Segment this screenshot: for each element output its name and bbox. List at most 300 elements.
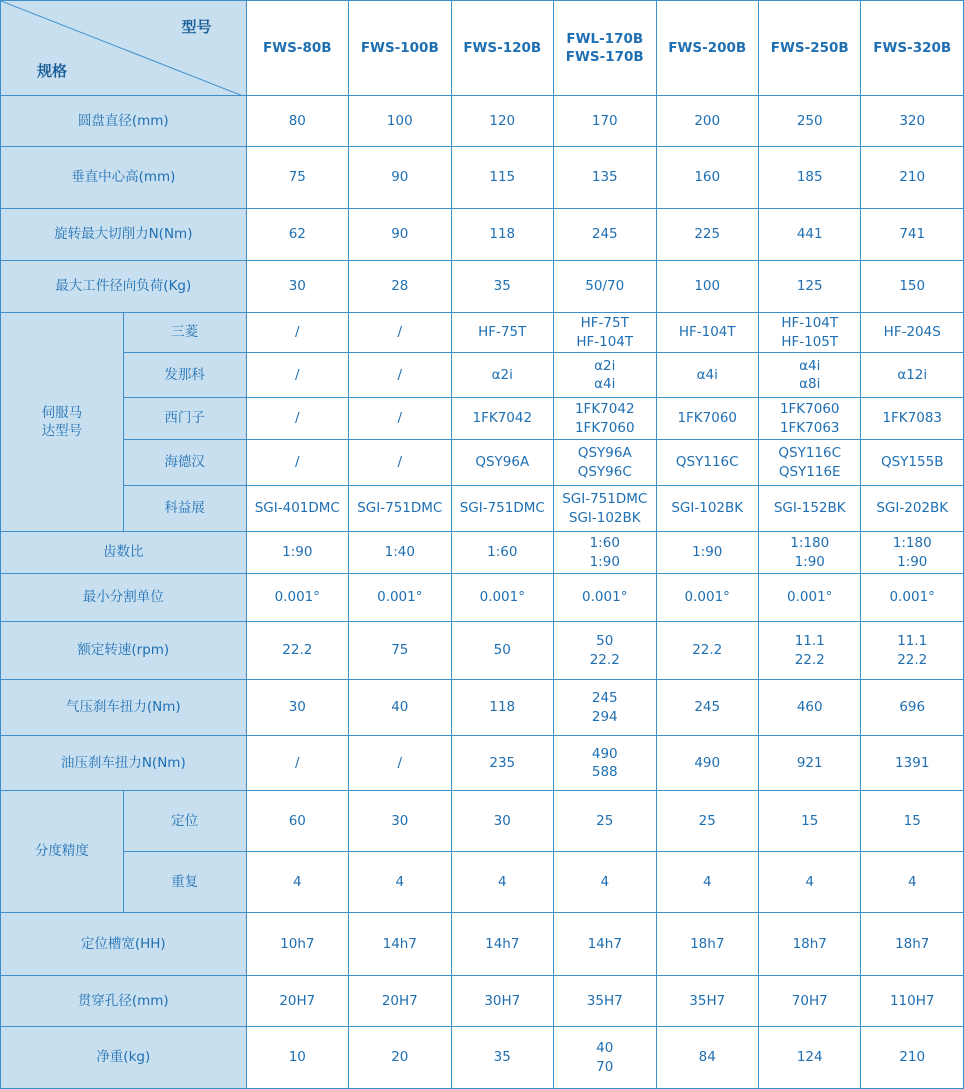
model-name: FWS-100B (360, 39, 439, 56)
value-cell (451, 96, 553, 147)
value-text: 1:180 (790, 535, 830, 552)
value-text: 120 (489, 112, 516, 129)
servo-row (1, 440, 964, 486)
value-cell (554, 574, 656, 622)
value-cell (246, 852, 348, 913)
value-cell (246, 486, 348, 532)
value-text: 4 (805, 873, 815, 890)
value-text: 20H7 (279, 992, 316, 1009)
value-text: 200 (694, 112, 721, 129)
value-text: α2i (491, 366, 513, 383)
spec-row (1, 261, 964, 313)
value-text: 14h7 (485, 935, 520, 952)
value-text: 0.001° (787, 589, 833, 606)
value-text: SGI-152BK (773, 500, 846, 517)
value-text: α2i (594, 357, 616, 374)
value-text: 1FK7042 (574, 401, 635, 418)
corner-cell (1, 1, 247, 96)
servo-brand-label: 科益展 (123, 486, 246, 532)
value-cell (554, 532, 656, 574)
value-text: SGI-751DMC (357, 500, 443, 517)
value-cell (758, 353, 860, 398)
value-cell (758, 398, 860, 440)
model-name: FWL-170B (566, 30, 644, 47)
value-text: 90 (391, 226, 409, 243)
value-cell (861, 680, 964, 736)
value-text: 1FK7063 (779, 419, 840, 436)
row-label: 旋转最大切削力N(Nm) (1, 209, 247, 261)
spec-row (1, 976, 964, 1027)
value-text: 588 (591, 764, 618, 780)
value-cell (246, 209, 348, 261)
value-cell (451, 1027, 553, 1089)
value-cell (758, 147, 860, 209)
value-cell (349, 791, 451, 852)
value-cell (758, 486, 860, 532)
value-text: 30 (288, 278, 306, 295)
value-cell (554, 976, 656, 1027)
value-cell (451, 680, 553, 736)
row-label: 气压刹车扭力(Nm) (1, 680, 247, 736)
value-text: / (295, 454, 300, 471)
value-cell (656, 96, 758, 147)
value-text: 1:60 (589, 535, 620, 552)
value-text: 15 (903, 812, 921, 829)
value-cell (554, 1027, 656, 1089)
value-text: 1:90 (692, 544, 723, 561)
value-text: 11.1 (897, 633, 928, 650)
value-text: 490 (694, 754, 721, 771)
value-text: 70H7 (791, 992, 828, 1009)
value-text: α8i (799, 376, 821, 392)
value-cell (554, 736, 656, 791)
servo-brand-label: 西门子 (123, 398, 246, 440)
value-text: 115 (489, 169, 516, 186)
value-text: 30H7 (484, 992, 521, 1009)
value-cell (861, 398, 964, 440)
value-text: 1FK7060 (779, 401, 840, 418)
value-cell (758, 209, 860, 261)
value-cell (451, 486, 553, 532)
value-text: HF-105T (781, 333, 839, 350)
value-cell (758, 96, 860, 147)
model-name: FWS-80B (263, 39, 332, 56)
value-text: 22.2 (692, 642, 723, 659)
model-header (246, 1, 348, 96)
value-cell (758, 680, 860, 736)
value-cell (656, 976, 758, 1027)
value-text: 100 (694, 278, 721, 295)
value-text: α4i (799, 357, 821, 374)
value-text: α4i (696, 366, 718, 383)
servo-brand-label: 三菱 (123, 313, 246, 353)
value-cell (656, 209, 758, 261)
spec-row (1, 736, 964, 791)
spec-row (1, 1027, 964, 1089)
value-text: QSY116C (778, 445, 842, 462)
value-text: 225 (694, 226, 721, 243)
model-header (656, 1, 758, 96)
value-cell (246, 574, 348, 622)
value-cell (349, 209, 451, 261)
servo-row (1, 353, 964, 398)
header-row (1, 1, 964, 96)
servo-row (1, 486, 964, 532)
spec-row (1, 209, 964, 261)
value-cell (656, 852, 758, 913)
value-text: 441 (796, 226, 823, 243)
value-text: QSY96A (577, 445, 632, 462)
value-cell (451, 209, 553, 261)
value-text: 294 (591, 708, 618, 725)
value-text: 25 (596, 812, 614, 829)
value-text: 1FK7060 (574, 419, 635, 436)
model-header (861, 1, 964, 96)
value-text: QSY116C (675, 454, 739, 471)
value-text: 235 (489, 754, 516, 771)
value-cell (656, 147, 758, 209)
value-cell (861, 209, 964, 261)
value-text: 0.001° (479, 589, 525, 606)
value-cell (656, 1027, 758, 1089)
value-cell (349, 976, 451, 1027)
value-text: 50/70 (585, 278, 625, 295)
value-cell (451, 398, 553, 440)
value-text: HF-104T (781, 315, 839, 332)
value-text: 100 (386, 112, 413, 129)
value-cell (349, 1027, 451, 1089)
value-cell (656, 353, 758, 398)
value-cell (656, 313, 758, 353)
value-cell (861, 440, 964, 486)
value-cell (246, 313, 348, 353)
value-cell (246, 913, 348, 976)
value-cell (656, 440, 758, 486)
value-cell (554, 622, 656, 680)
row-label: 定位槽宽(HH) (1, 913, 247, 976)
spec-heading: 规格 (37, 61, 68, 80)
value-text: 4 (293, 873, 302, 890)
value-text: QSY116E (778, 463, 841, 480)
value-cell (246, 96, 348, 147)
value-cell (758, 622, 860, 680)
value-text: 40 (596, 1040, 614, 1057)
value-cell (451, 976, 553, 1027)
row-label: 最大工件径向负荷(Kg) (1, 261, 247, 313)
value-cell (554, 353, 656, 398)
value-text: 1:90 (282, 544, 313, 561)
value-cell (349, 353, 451, 398)
value-cell (656, 574, 758, 622)
value-cell (861, 622, 964, 680)
value-cell (349, 147, 451, 209)
value-text: / (397, 324, 403, 341)
value-text: HF-75T (478, 324, 527, 341)
value-text: 80 (288, 112, 306, 129)
value-cell (758, 532, 860, 574)
value-cell (554, 680, 656, 736)
value-text: 18h7 (792, 935, 827, 952)
value-text: 22.2 (282, 642, 313, 659)
row-label: 净重(kg) (1, 1027, 247, 1089)
value-text: 210 (899, 1049, 926, 1066)
value-text: 18h7 (895, 935, 930, 952)
value-cell (451, 574, 553, 622)
value-cell (861, 791, 964, 852)
value-text: SGI-102BK (568, 509, 641, 526)
value-text: 50 (596, 633, 614, 650)
value-cell (451, 147, 553, 209)
value-text: HF-204S (883, 324, 941, 341)
value-text: 118 (489, 699, 516, 716)
value-text: / (295, 410, 300, 427)
value-cell (554, 398, 656, 440)
value-text: 4 (600, 873, 610, 890)
value-text: QSY155B (880, 454, 944, 471)
value-cell (451, 791, 553, 852)
value-cell (554, 147, 656, 209)
value-text: 160 (694, 169, 721, 186)
value-cell (246, 791, 348, 852)
value-cell (451, 913, 553, 976)
value-cell (554, 261, 656, 313)
row-label: 油压刹车扭力N(Nm) (1, 736, 247, 791)
value-cell (758, 261, 860, 313)
value-text: 0.001° (582, 589, 628, 606)
value-cell (861, 736, 964, 791)
value-text: 22.2 (794, 651, 825, 668)
value-cell (758, 976, 860, 1027)
value-cell (861, 147, 964, 209)
model-header (451, 1, 553, 96)
value-text: 1FK7083 (882, 410, 943, 427)
value-text: 11.1 (794, 633, 825, 650)
value-text: 696 (899, 699, 926, 716)
value-cell (349, 440, 451, 486)
value-text: α4i (594, 376, 616, 392)
value-cell (246, 532, 348, 574)
value-cell (246, 147, 348, 209)
spec-row (1, 622, 964, 680)
spec-row (1, 680, 964, 736)
value-text: 1:90 (589, 553, 620, 570)
value-cell (861, 852, 964, 913)
value-text: 20 (391, 1049, 409, 1066)
value-cell (656, 261, 758, 313)
value-cell (349, 622, 451, 680)
value-cell (861, 574, 964, 622)
value-text: 60 (288, 812, 306, 829)
value-cell (349, 96, 451, 147)
value-text: 125 (796, 278, 823, 295)
value-cell (349, 532, 451, 574)
value-text: 35 (493, 1049, 511, 1066)
value-cell (758, 852, 860, 913)
spec-row (1, 147, 964, 209)
value-text: 245 (694, 699, 721, 716)
spec-row (1, 913, 964, 976)
value-cell (349, 680, 451, 736)
row-label: 最小分割单位 (1, 574, 247, 622)
value-text: 28 (391, 278, 409, 295)
value-text: 30 (288, 699, 306, 716)
spec-row (1, 96, 964, 147)
model-header (349, 1, 451, 96)
value-text: 35 (493, 278, 511, 295)
value-text: 4 (907, 873, 917, 890)
value-text: 0.001° (274, 589, 320, 606)
value-text: 1:60 (487, 544, 518, 561)
model-name: FWS-250B (770, 39, 849, 56)
row-label: 垂直中心高(mm) (1, 147, 247, 209)
value-cell (451, 261, 553, 313)
value-text: 1FK7060 (677, 410, 738, 427)
value-text: 921 (796, 754, 823, 771)
value-text: α12i (897, 366, 928, 383)
value-text: 245 (591, 226, 618, 243)
value-text: 460 (796, 699, 823, 716)
value-cell (349, 261, 451, 313)
value-cell (758, 913, 860, 976)
value-text: / (397, 754, 403, 771)
value-cell (758, 736, 860, 791)
value-cell (349, 313, 451, 353)
value-cell (656, 486, 758, 532)
value-text: 1:90 (794, 553, 825, 570)
value-text: 210 (899, 169, 926, 186)
value-text: 30 (493, 812, 511, 829)
value-cell (656, 532, 758, 574)
value-cell (554, 791, 656, 852)
value-cell (554, 209, 656, 261)
value-cell (656, 398, 758, 440)
value-text: HF-104T (678, 324, 736, 341)
value-text: / (295, 754, 300, 771)
value-cell (554, 486, 656, 532)
value-cell (861, 261, 964, 313)
value-cell (246, 736, 348, 791)
servo-brand-label: 发那科 (123, 353, 246, 398)
row-label: 贯穿孔径(mm) (1, 976, 247, 1027)
value-text: 50 (493, 642, 511, 659)
value-cell (758, 791, 860, 852)
value-text: 35H7 (586, 992, 623, 1009)
value-text: 30 (391, 812, 409, 829)
value-cell (246, 261, 348, 313)
value-cell (656, 791, 758, 852)
value-text: 0.001° (889, 589, 935, 606)
value-text: / (397, 454, 403, 471)
value-cell (451, 313, 553, 353)
value-cell (349, 852, 451, 913)
value-text: 124 (796, 1049, 823, 1066)
value-cell (861, 313, 964, 353)
spec-row (1, 574, 964, 622)
value-cell (758, 313, 860, 353)
value-cell (554, 852, 656, 913)
value-text: 490 (591, 745, 618, 762)
servo-row (1, 398, 964, 440)
value-text: SGI-751DMC (562, 491, 648, 508)
value-text: 150 (899, 278, 926, 295)
value-text: 1:90 (897, 553, 928, 570)
value-text: 1:40 (384, 544, 415, 561)
value-cell (451, 353, 553, 398)
value-text: SGI-202BK (876, 500, 949, 517)
value-text: 10 (288, 1049, 306, 1066)
row-label: 额定转速(rpm) (1, 622, 247, 680)
value-cell (656, 680, 758, 736)
value-text: 14h7 (587, 935, 622, 952)
value-text: 75 (288, 169, 306, 186)
value-cell (554, 913, 656, 976)
servo-brand-label: 海德汉 (123, 440, 246, 486)
value-cell (246, 398, 348, 440)
model-name: FWS-200B (668, 39, 747, 56)
value-cell (554, 440, 656, 486)
value-text: 0.001° (684, 589, 730, 606)
value-cell (758, 1027, 860, 1089)
value-cell (861, 353, 964, 398)
group-label-text: 伺服马 (41, 404, 83, 421)
row-label: 齿数比 (1, 532, 247, 574)
value-cell (349, 736, 451, 791)
value-text: 62 (288, 226, 306, 243)
value-text: SGI-751DMC (459, 500, 545, 517)
value-cell (554, 313, 656, 353)
value-text: 22.2 (897, 651, 928, 668)
value-text: 1FK7042 (472, 410, 533, 427)
value-text: / (397, 366, 403, 383)
value-cell (861, 532, 964, 574)
value-cell (758, 574, 860, 622)
value-cell (246, 622, 348, 680)
model-header (758, 1, 860, 96)
value-cell (451, 622, 553, 680)
value-text: 4 (395, 873, 405, 890)
value-text: / (397, 410, 403, 427)
value-text: / (295, 324, 300, 341)
value-text: 10h7 (280, 935, 315, 952)
value-text: 84 (698, 1049, 716, 1066)
value-text: 135 (591, 169, 618, 186)
value-text: SGI-401DMC (254, 500, 340, 517)
value-text: 741 (899, 226, 926, 243)
value-text: 40 (391, 699, 409, 716)
value-cell (349, 574, 451, 622)
value-text: 320 (899, 112, 926, 129)
value-cell (758, 440, 860, 486)
value-cell (656, 913, 758, 976)
value-text: 14h7 (382, 935, 417, 952)
value-text: 0.001° (377, 589, 423, 606)
servo-row (1, 313, 964, 353)
value-text: 70 (596, 1058, 614, 1075)
precision-row (1, 791, 964, 852)
value-text: 170 (591, 112, 618, 129)
value-text: 18h7 (690, 935, 725, 952)
value-text: 250 (796, 112, 823, 129)
model-name: FWS-170B (565, 49, 644, 65)
value-cell (451, 852, 553, 913)
value-cell (861, 913, 964, 976)
value-text: 75 (391, 642, 409, 659)
value-cell (861, 486, 964, 532)
precision-type-label: 定位 (123, 791, 246, 852)
model-header (554, 1, 656, 96)
value-cell (246, 353, 348, 398)
value-text: 1391 (895, 754, 930, 771)
